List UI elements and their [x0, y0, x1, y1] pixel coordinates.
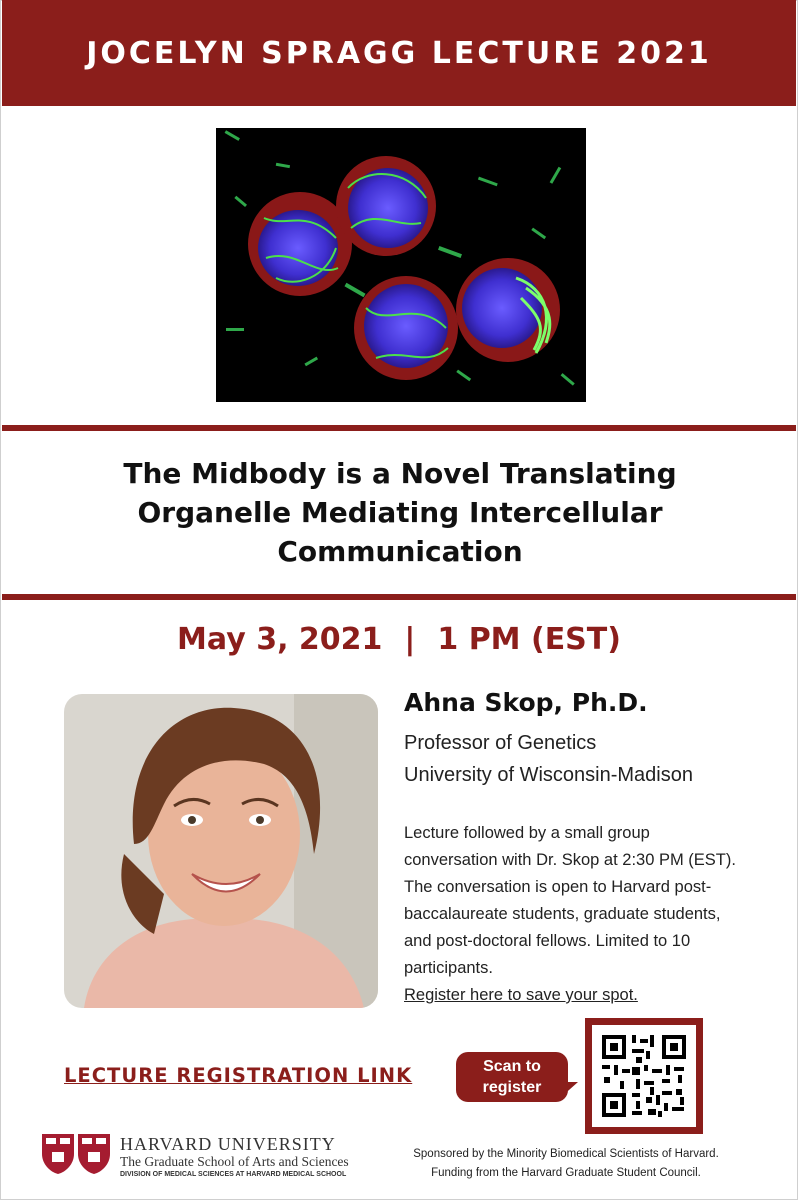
lecture-date: May 3, 2021	[177, 622, 383, 657]
banner-title: JOCELYN SPRAGG LECTURE 2021	[86, 35, 712, 71]
scan-bubble	[456, 1052, 568, 1102]
divider-top	[2, 425, 796, 431]
scan-bubble-line1: Scan to	[483, 1058, 541, 1075]
speaker-name: Ahna Skop, Ph.D.	[404, 688, 648, 717]
sponsor-line1: Sponsored by the Minority Biomedical Scientists of Harvard.	[413, 1148, 719, 1160]
lecture-time: 1 PM (EST)	[437, 622, 621, 657]
qr-code[interactable]	[592, 1025, 696, 1127]
register-spot-link[interactable]: Register here to save your spot.	[404, 986, 638, 1004]
conversation-details	[404, 820, 744, 1009]
talk-title: The Midbody is a Novel Translating Organelle Mediating Intercellular Communication	[123, 457, 677, 568]
scan-bubble-line2: register	[482, 1079, 542, 1096]
speaker-photo	[64, 694, 378, 1008]
microscopy-image	[216, 128, 586, 402]
bubble-tail	[560, 1082, 578, 1098]
date-time-line	[0, 622, 798, 657]
speaker-position: Professor of Genetics	[404, 732, 597, 754]
date-separator: |	[404, 622, 416, 657]
qr-code-frame[interactable]	[585, 1018, 703, 1134]
speaker-institution: University of Wisconsin-Madison	[404, 764, 693, 786]
sponsor-line2: Funding from the Harvard Graduate Student Council.	[431, 1167, 701, 1179]
logo-university: HARVARD UNIVERSITY	[120, 1134, 336, 1154]
logo-school: The Graduate School of Arts and Sciences	[120, 1154, 349, 1169]
lecture-registration-link[interactable]: LECTURE REGISTRATION LINK	[64, 1064, 413, 1087]
sponsor-note	[388, 1145, 744, 1183]
details-text: Lecture followed by a small group conversation with Dr. Skop at 2:30 PM (EST). The conversation is open to Harvard post-baccalaureate students, graduate students, and post-doctoral fellows. Limited to 10 participants.	[404, 824, 736, 977]
shield-icon	[40, 1132, 114, 1176]
harvard-logo	[40, 1132, 370, 1180]
logo-division: DIVISION OF MEDICAL SCIENCES AT HARVARD MEDICAL SCHOOL	[120, 1171, 347, 1178]
divider-bottom	[2, 594, 796, 600]
header-banner	[2, 0, 796, 106]
